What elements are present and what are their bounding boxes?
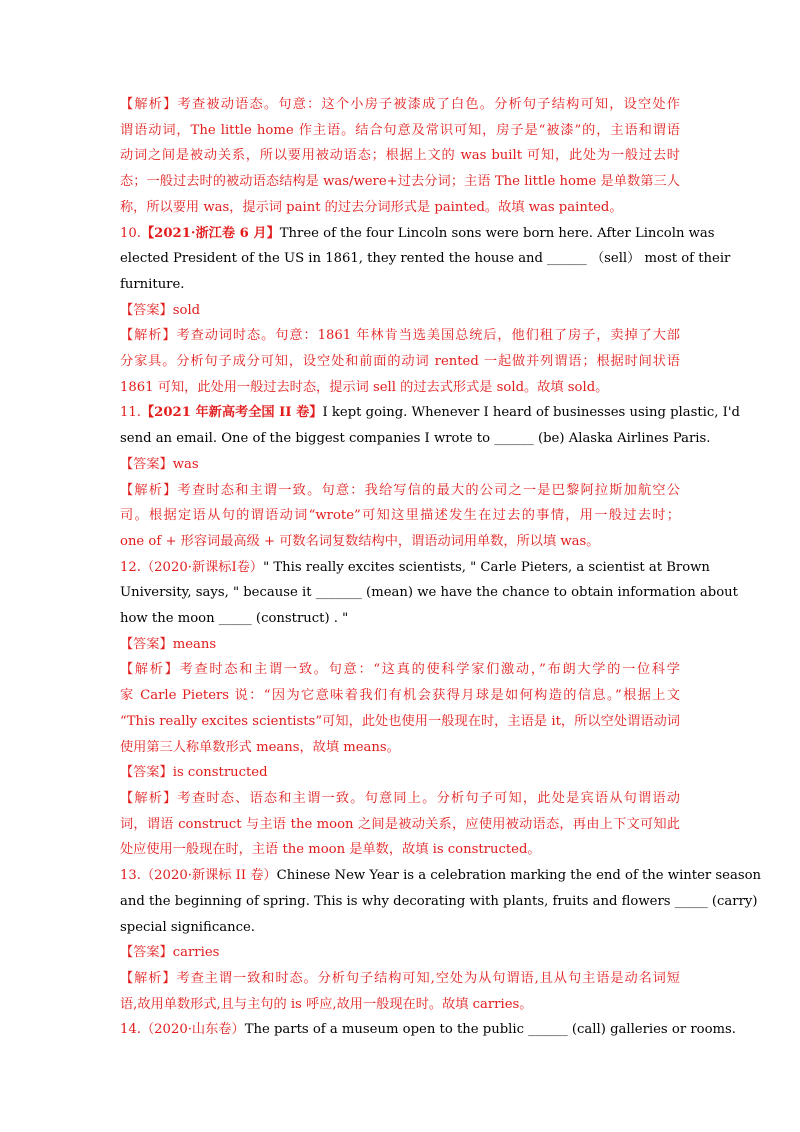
text-line: 【解析】考查时态、语态和主谓一致。句意同上。分析句子可知，此处是宾语从句谓语动	[120, 790, 680, 806]
question-first-line	[120, 400, 740, 426]
question-first-line	[120, 1017, 736, 1043]
question-14	[120, 1017, 736, 1043]
answer-line	[120, 632, 680, 658]
question-number: 13.	[120, 868, 141, 884]
text-line: 谓语动词，The little home 作主语。结合句意及常识可知，房子是“被漆”的，主语和谓语	[120, 122, 680, 138]
answer-text: 【答案】means	[120, 636, 217, 652]
text-line: 1861 可知，此处用一般过去时态，提示词 sell 的过去式形式是 sold。故填 sold。	[120, 379, 609, 395]
text-line: 使用第三人称单数形式 means，故填 means。	[120, 739, 400, 755]
text-line: 分家具。分析句子成分可知，设空处和前面的动词 rented 一起做并列谓语；根据时间状语	[120, 354, 680, 370]
text-line: special significance.	[120, 919, 255, 935]
answer-line	[120, 452, 680, 478]
analysis-paragraph	[120, 92, 680, 221]
text-line: 司。根据定语从句的谓语动词“wrote”可知这里描述发生在过去的事情，用一般过去时；	[120, 508, 680, 524]
analysis-paragraph	[120, 966, 680, 1017]
question-text: I kept going. Whenever I heard of businesses using plastic, I'd	[322, 405, 740, 421]
question-source: 【2021·浙江卷 6 月】	[140, 225, 280, 241]
question-text: Three of the four Lincoln sons were born here. After Lincoln was	[279, 225, 715, 241]
text-line: 【解析】考查被动语态。句意：这个小房子被漆成了白色。分析句子结构可知，设空处作	[120, 97, 680, 112]
question-text: Chinese New Year is a celebration marking the end of the winter season	[276, 868, 762, 884]
text-line: send an email. One of the biggest companies I wrote to ______ (be) Alaska Airlines Paris.	[120, 431, 711, 447]
question-source: 【2021 年新高考全国 II 卷】	[140, 405, 323, 421]
text-line: 称，所以要用 was，提示词 paint 的过去分词形式是 painted。故填 was painted。	[120, 199, 623, 215]
question-10	[120, 221, 731, 298]
answer-line	[120, 298, 680, 324]
analysis-paragraph	[120, 478, 680, 555]
analysis-paragraph	[120, 323, 680, 400]
answer-text: 【答案】sold	[120, 302, 201, 318]
text-line: 【解析】考查动词时态。句意：1861 年林肯当选美国总统后，他们租了房子，卖掉了大部	[120, 328, 680, 344]
question-source: （2020·新课标I卷）	[140, 559, 264, 575]
question-13	[120, 863, 762, 940]
answer-text: 【答案】was	[120, 456, 199, 472]
answer-text: 【答案】carries	[120, 945, 220, 961]
text-line: “This really excites scientists”可知，此处也使用一般现在时，主语是 it，所以空处谓语动词	[120, 713, 680, 729]
answer-line	[120, 760, 680, 786]
text-line: elected President of the US in 1861, they rented the house and ______ （sell） most of their	[120, 251, 731, 267]
text-line: 【解析】考查主谓一致和时态。分析句子结构可知,空处为从句谓语,且从句主语是动名词短	[120, 970, 680, 986]
text-line: University, says, " because it _______ (mean) we have the chance to obtain information about	[120, 585, 738, 601]
document-page	[120, 92, 762, 1043]
question-11	[120, 400, 740, 451]
text-line: 【解析】考查时态和主谓一致。句意：“这真的使科学家们激动，”布朗大学的一位科学	[120, 662, 680, 678]
question-first-line	[120, 863, 762, 889]
answer-line	[120, 940, 680, 966]
question-text: The parts of a museum open to the public ______ (call) galleries or rooms.	[244, 1022, 736, 1038]
text-line: 词，谓语 construct 与主语 the moon 之间是被动关系，应使用被动语态，再由上下文可知此	[120, 816, 680, 832]
question-number: 10.	[120, 225, 141, 241]
text-line: and the beginning of spring. This is why decorating with plants, fruits and flowers _____ (carry)	[120, 893, 758, 909]
question-first-line	[120, 221, 715, 247]
analysis-paragraph	[120, 786, 680, 863]
question-number: 14.	[120, 1022, 141, 1038]
text-line: how the moon _____ (construct) . "	[120, 611, 349, 627]
question-number: 12.	[120, 559, 141, 575]
text-line: furniture.	[120, 276, 185, 292]
text-line: 动词之间是被动关系，所以要用被动语态；根据上文的 was built 可知，此处为一般过去时	[120, 148, 680, 164]
answer-text: 【答案】is constructed	[120, 765, 268, 781]
text-line: 家 Carle Pieters 说：“因为它意味着我们有机会获得月球是如何构造的信息。”根据上文	[120, 688, 680, 704]
analysis-paragraph	[120, 657, 680, 760]
question-12	[120, 555, 738, 632]
text-line: 态；一般过去时的被动语态结构是 was/were+过去分词；主语 The little home 是单数第三人	[120, 174, 680, 190]
question-source: （2020·新课标 II 卷）	[140, 868, 277, 884]
question-first-line	[120, 555, 710, 581]
text-line: 【解析】考查时态和主谓一致。句意：我给写信的最大的公司之一是巴黎阿拉斯加航空公	[120, 482, 680, 498]
question-text: " This really excites scientists, " Carle Pieters, a scientist at Brown	[263, 559, 710, 575]
question-source: （2020·山东卷）	[140, 1022, 245, 1038]
text-line: one of + 形容词最高级 + 可数名词复数结构中，谓语动词用单数，所以填 was。	[120, 533, 600, 549]
text-line: 语,故用单数形式,且与主句的 is 呼应,故用一般现在时。故填 carries。	[120, 996, 533, 1012]
text-line: 处应使用一般现在时，主语 the moon 是单数，故填 is constructed。	[120, 842, 541, 858]
question-number: 11.	[120, 405, 141, 421]
